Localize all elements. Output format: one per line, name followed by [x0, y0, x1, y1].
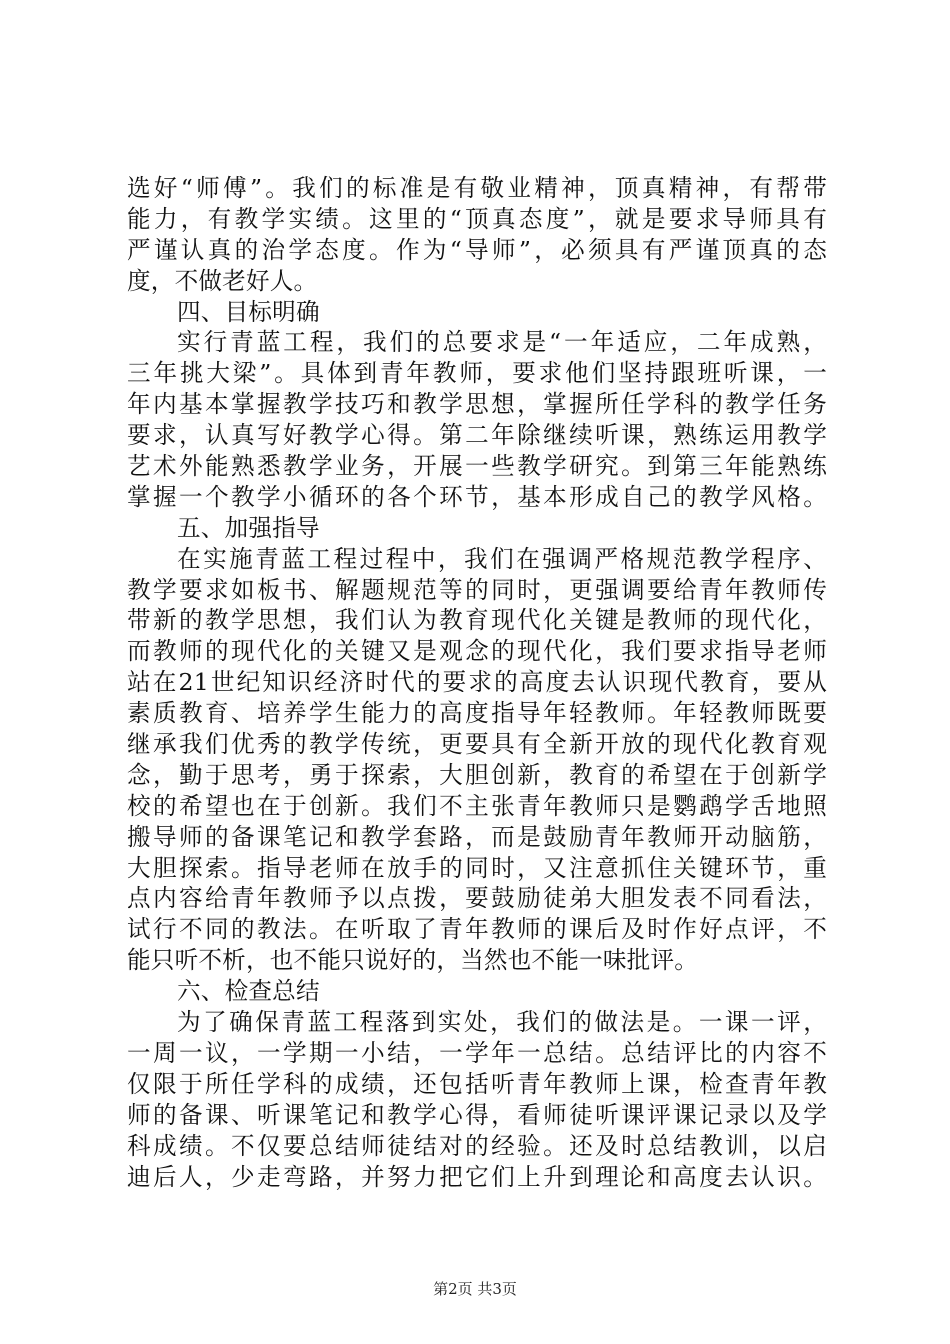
- paragraph-line: 试行不同的教法。在听取了青年教师的课后及时作好点评，不: [127, 915, 827, 944]
- paragraph-line: 年内基本掌握教学技巧和教学思想，掌握所任学科的教学任务: [127, 390, 827, 419]
- paragraph-line: 三年挑大梁”。具体到青年教师，要求他们坚持跟班听课，一: [127, 359, 827, 388]
- paragraph-line: 在实施青蓝工程过程中，我们在强调严格规范教学程序、: [177, 544, 827, 573]
- paragraph-line: 念，勤于思考，勇于探索，大胆创新，教育的希望在于创新学: [127, 760, 827, 789]
- paragraph-line: 仅限于所任学科的成绩，还包括听青年教师上课，检查青年教: [127, 1069, 827, 1098]
- paragraph-line: 大胆探索。指导老师在放手的同时，又注意抓住关键环节，重: [127, 853, 827, 882]
- page-number-footer: 第2页 共3页: [433, 1280, 517, 1298]
- paragraph-line: 教学要求如板书、解题规范等的同时，更强调要给青年教师传: [127, 575, 827, 604]
- paragraph-line: 严谨认真的治学态度。作为“导师”，必须具有严谨顶真的态: [127, 235, 827, 264]
- section-heading: 六、检查总结: [177, 977, 320, 1006]
- paragraph-line: 继承我们优秀的教学传统，更要具有全新开放的现代化教育观: [127, 730, 827, 759]
- paragraph-line: 为了确保青蓝工程落到实处，我们的做法是。一课一评，: [177, 1008, 827, 1037]
- section-heading: 四、目标明确: [177, 297, 320, 326]
- paragraph-line: 能力，有教学实绩。这里的“顶真态度”，就是要求导师具有: [127, 204, 827, 233]
- paragraph-line: 带新的教学思想，我们认为教育现代化关键是教师的现代化，: [127, 606, 827, 635]
- paragraph-line: 艺术外能熟悉教学业务，开展一些教学研究。到第三年能熟练: [127, 452, 827, 481]
- paragraph-line: 迪后人，少走弯路，并努力把它们上升到理论和高度去认识。: [127, 1162, 827, 1191]
- section-heading: 五、加强指导: [177, 513, 320, 542]
- paragraph-line: 而教师的现代化的关键又是观念的现代化，我们要求指导老师: [127, 637, 827, 666]
- paragraph-line: 掌握一个教学小循环的各个环节，基本形成自己的教学风格。: [127, 482, 827, 511]
- paragraph-line: 度，不做老好人。: [127, 266, 318, 295]
- paragraph-line: 科成绩。不仅要总结师徒结对的经验。还及时总结教训，以启: [127, 1131, 827, 1160]
- paragraph-line: 选好“师傅”。我们的标准是有敬业精神，顶真精神，有帮带: [127, 174, 827, 202]
- paragraph-line: 站在21世纪知识经济时代的要求的高度去认识现代教育，要从: [127, 668, 827, 697]
- document-body: [127, 173, 827, 1192]
- paragraph-line: 一周一议，一学期一小结，一学年一总结。总结评比的内容不: [127, 1038, 827, 1067]
- paragraph-line: 搬导师的备课笔记和教学套路，而是鼓励青年教师开动脑筋，: [127, 822, 827, 851]
- paragraph-line: 实行青蓝工程，我们的总要求是“一年适应，二年成熟，: [177, 328, 827, 357]
- paragraph-line: 能只听不析，也不能只说好的，当然也不能一味批评。: [127, 946, 699, 975]
- paragraph-line: 师的备课、听课笔记和教学心得，看师徒听课评课记录以及学: [127, 1100, 827, 1129]
- paragraph-line: 校的希望也在于创新。我们不主张青年教师只是鹦鹉学舌地照: [127, 791, 827, 820]
- paragraph-line: 点内容给青年教师予以点拨，要鼓励徒弟大胆发表不同看法，: [127, 884, 827, 913]
- paragraph-line: 要求，认真写好教学心得。第二年除继续听课，熟练运用教学: [127, 421, 827, 450]
- paragraph-line: 素质教育、培养学生能力的高度指导年轻教师。年轻教师既要: [127, 699, 827, 728]
